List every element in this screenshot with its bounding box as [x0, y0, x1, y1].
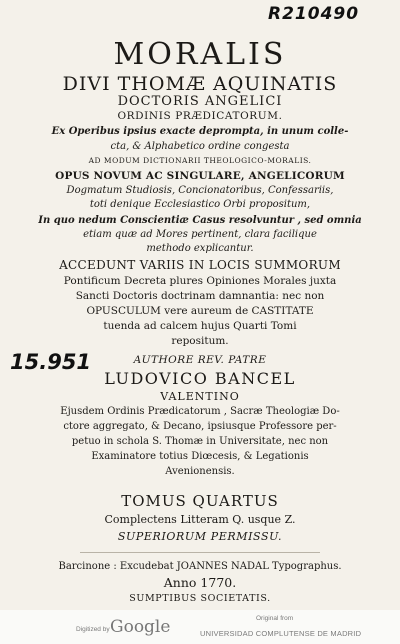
- title-line-26: Examinatore totius Diœcesis, & Legationis: [91, 451, 309, 462]
- divider-rule: [80, 552, 320, 553]
- title-line-24: ctore aggregato, & Decano, ipsiusque Professore per-: [63, 421, 337, 432]
- title-line-22: VALENTINO: [160, 390, 240, 403]
- imprint-line: Barcinone : Excudebat JOANNES NADAL Typographus.: [58, 561, 342, 572]
- original-from-label: Original from: [256, 615, 294, 622]
- title-line-10: toti denique Ecclesiastico Orbi propositum,: [89, 199, 311, 210]
- title-line-29: Complectens Litteram Q. usque Z.: [104, 513, 296, 526]
- title-line-13: methodo explicantur.: [146, 243, 254, 254]
- title-line-30: SUPERIORUM PERMISSU.: [117, 530, 283, 543]
- google-logo: Google: [110, 617, 171, 637]
- title-line-11: In quo nedum Conscientiæ Casus resolvuntur , sed omnia: [38, 215, 362, 226]
- title-line-25: petuo in schola S. Thomæ in Universitate, nec non: [71, 436, 329, 447]
- title-line-9: Dogmatum Studiosis, Concionatoribus, Confessariis,: [66, 185, 334, 196]
- title-moralis: MORALIS: [113, 37, 287, 72]
- title-line-6: cta, & Alphabetico ordine congesta: [110, 141, 290, 152]
- title-line-23: Ejusdem Ordinis Prædicatorum , Sacræ Theologiæ Do-: [60, 406, 340, 417]
- title-line-3: DOCTORIS ANGELICI: [117, 94, 283, 109]
- title-line-16: Sancti Doctoris doctrinam damnantia: nec non: [75, 290, 325, 302]
- title-line-7: AD MODUM DICTIONARII THEOLOGICO-MORALIS.: [88, 156, 312, 165]
- imprint-year: Anno 1770.: [163, 575, 237, 590]
- handwritten-shelfmark-top: R210490: [268, 4, 360, 24]
- title-line-4: ORDINIS PRÆDICATORUM.: [117, 110, 283, 122]
- institution-label: UNIVERSIDAD COMPLUTENSE DE MADRID: [200, 629, 362, 638]
- title-line-18: tuenda ad calcem hujus Quarti Tomi: [103, 320, 297, 332]
- volume-label: TOMUS QUARTUS: [121, 492, 279, 510]
- title-line-17: OPUSCULUM vere aureum de CASTITATE: [86, 305, 314, 317]
- title-line-19: repositum.: [171, 335, 229, 347]
- title-line-14: ACCEDUNT VARIIS IN LOCIS SUMMORUM: [59, 258, 341, 272]
- imprint-sponsor: SUMPTIBUS SOCIETATIS.: [129, 593, 271, 604]
- title-line-12: etiam quæ ad Mores pertinent, clara facilique: [83, 229, 317, 240]
- title-line-27: Avenionensis.: [165, 466, 235, 477]
- digitization-footer: [0, 610, 400, 644]
- title-line-8: OPUS NOVUM AC SINGULARE, ANGELICORUM: [55, 170, 345, 182]
- title-line-2: DIVI THOMÆ AQUINATIS: [62, 73, 338, 95]
- digitized-by-label: Digitized by: [76, 626, 110, 633]
- title-line-5: Ex Operibus ipsius exacte deprompta, in unum colle-: [51, 126, 349, 137]
- title-line-15: Pontificum Decreta plures Opiniones Morales juxta: [63, 275, 337, 287]
- title-line-20: AUTHORE REV. PATRE: [133, 354, 267, 366]
- handwritten-shelfmark-side: 15.951: [10, 350, 92, 374]
- author-name: LUDOVICO BANCEL: [104, 369, 296, 388]
